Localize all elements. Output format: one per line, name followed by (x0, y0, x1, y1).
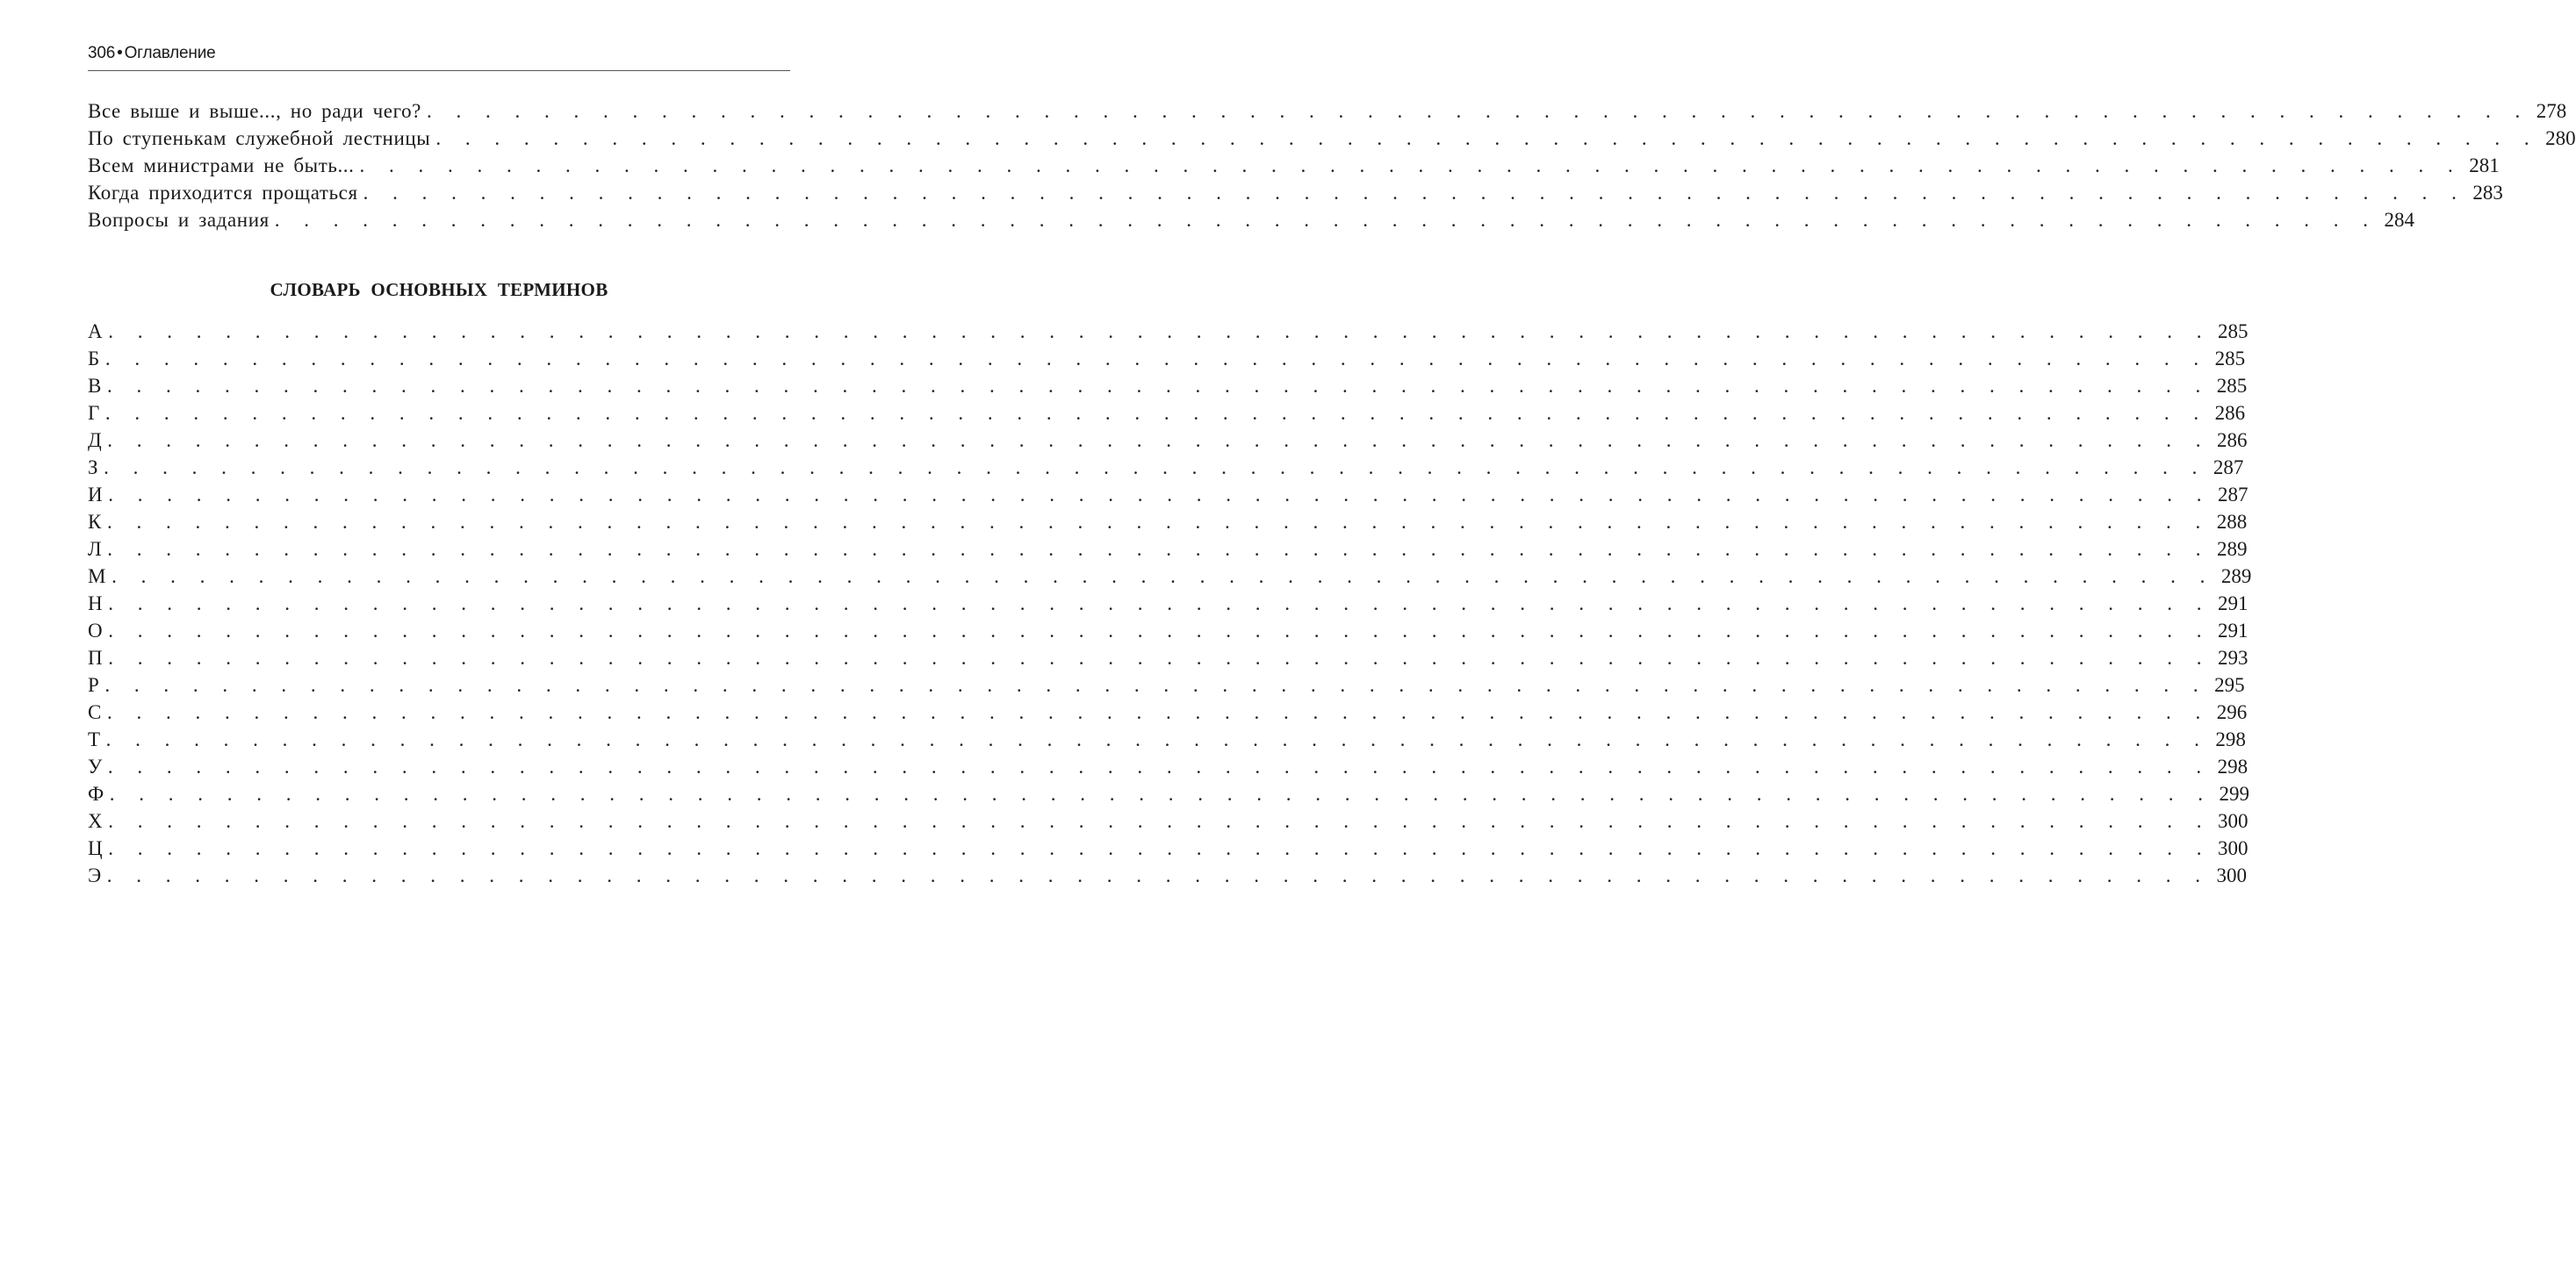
toc-dot-leader: . . . . . . . . . . . . . . . . . . . . . . . . . . . . . . . . . . . . . . . . . . . . . . . . . . . . . . . . . . . . . . . . . . . . . . . . (112, 565, 2215, 587)
toc-entry[interactable] (88, 644, 2249, 671)
toc-entry-title: А (88, 320, 104, 342)
toc-dot-leader: . . . . . . . . . . . . . . . . . . . . . . . . . . . . . . . . . . . . . . . . . . . . . . . . . . . . . . . . . . . . . . . . . . . . . . . . (104, 456, 2207, 478)
toc-entry[interactable] (88, 699, 2248, 726)
toc-entry-title: И (88, 484, 104, 506)
toc-dot-leader: . . . . . . . . . . . . . . . . . . . . . . . . . . . . . . . . . . . . . . . . . . . . . . . . . . . . . . . . . . . . . . . . . . . . . . . . (108, 647, 2212, 669)
toc-entry[interactable] (88, 807, 2249, 835)
toc-entry-page: 285 (2214, 348, 2246, 369)
header-section-title: Оглавление (124, 44, 216, 62)
toc-entry-page: 286 (2214, 402, 2246, 424)
toc-entry[interactable] (88, 179, 2503, 206)
toc-entry[interactable] (88, 399, 2246, 427)
toc-entry-page: 285 (2216, 375, 2248, 397)
toc-entry-page: 298 (2217, 756, 2249, 778)
dictionary-toc-list (88, 318, 2252, 889)
toc-entry-page: 289 (2216, 538, 2248, 560)
toc-entry-title: Л (88, 538, 103, 560)
toc-entry[interactable] (88, 671, 2245, 699)
toc-dot-leader: . . . . . . . . . . . . . . . . . . . . . . . . . . . . . . . . . . . . . . . . . . . . . . . . . . . . . . . . . . . . . . . . . . . . . . . . (108, 320, 2212, 342)
toc-dot-leader: . . . . . . . . . . . . . . . . . . . . . . . . . . . . . . . . . . . . . . . . . . . . . . . . . . . . . . . . . . . . . . . . . . . . . . . . (435, 127, 2539, 149)
toc-entry-page: 300 (2216, 864, 2248, 886)
toc-entry-title: Т (88, 728, 101, 750)
toc-entry[interactable] (88, 835, 2249, 862)
toc-entry[interactable] (88, 753, 2249, 780)
toc-entry-title: О (88, 620, 104, 642)
toc-entry[interactable] (88, 454, 2244, 481)
toc-dot-leader: . . . . . . . . . . . . . . . . . . . . . . . . . . . . . . . . . . . . . . . . . . . . . . . . . . . . . . . . . . . . . . . . . . . . . . . . (104, 348, 2209, 369)
toc-dot-leader: . . . . . . . . . . . . . . . . . . . . . . . . . . . . . . . . . . . . . . . . . . . . . . . . . . . . . . . . . . . . . . . . . . . . . . . . (109, 783, 2213, 805)
toc-entry-page: 295 (2214, 674, 2245, 696)
toc-entry-title: Когда приходится прощаться (88, 182, 358, 204)
toc-entry-page: 300 (2217, 837, 2249, 859)
toc-entry-title: К (88, 511, 102, 533)
toc-entry[interactable] (88, 590, 2249, 617)
toc-entry-page: 287 (2217, 484, 2249, 506)
toc-dot-leader: . . . . . . . . . . . . . . . . . . . . . . . . . . . . . . . . . . . . . . . . . . . . . . . . . . . . . . . . . . . . . . . . . . . . . . . . (359, 154, 2463, 176)
toc-dot-leader: . . . . . . . . . . . . . . . . . . . . . . . . . . . . . . . . . . . . . . . . . . . . . . . . . . . . . . . . . . . . . . . . . . . . . . . . (106, 864, 2211, 886)
toc-entry[interactable] (88, 508, 2248, 535)
toc-entry-title: М (88, 565, 107, 587)
dictionary-section-title: СЛОВАРЬ ОСНОВНЫХ ТЕРМИНОВ (270, 279, 608, 300)
toc-entry[interactable] (88, 862, 2248, 889)
toc-entry[interactable] (88, 318, 2249, 345)
toc-entry-page: 293 (2217, 647, 2249, 669)
toc-entry-page: 281 (2469, 154, 2500, 176)
toc-dot-leader: . . . . . . . . . . . . . . . . . . . . . . . . . . . . . . . . . . . . . . . . . . . . . . . . . . . . . . . . . . . . . . . . . . . . . . . . (107, 756, 2212, 778)
toc-dot-leader: . . . . . . . . . . . . . . . . . . . . . . . . . . . . . . . . . . . . . . . . . . . . . . . . . . . . . . . . . . . . . . . . . . . . . . . . (105, 728, 2209, 750)
toc-entry-title: Х (88, 810, 104, 832)
toc-entry-title: У (88, 756, 103, 778)
toc-entry-title: Вопросы и задания (88, 209, 270, 231)
toc-entry[interactable] (88, 481, 2249, 508)
running-head (88, 44, 216, 63)
toc-entry-page: 287 (2213, 456, 2244, 478)
toc-entry[interactable] (88, 125, 2576, 152)
toc-entry-page: 300 (2217, 810, 2249, 832)
toc-entry-page: 288 (2216, 511, 2248, 533)
toc-entry-page: 283 (2472, 182, 2503, 204)
toc-dot-leader: . . . . . . . . . . . . . . . . . . . . . . . . . . . . . . . . . . . . . . . . . . . . . . . . . . . . . . . . . . . . . . . . . . . . . . . . (426, 100, 2530, 122)
toc-entry-page: 286 (2217, 429, 2248, 451)
toc-entry-title: Всем министрами не быть... (88, 154, 355, 176)
toc-entry-title: Ф (88, 783, 104, 805)
toc-dot-leader: . . . . . . . . . . . . . . . . . . . . . . . . . . . . . . . . . . . . . . . . . . . . . . . . . . . . . . . . . . . . . . . . . . . . . . . . (108, 484, 2212, 506)
toc-dot-leader: . . . . . . . . . . . . . . . . . . . . . . . . . . . . . . . . . . . . . . . . . . . . . . . . . . . . . . . . . . . . . . . . . . . . . . . . (104, 674, 2208, 696)
toc-entry-title: С (88, 701, 102, 723)
toc-entry-page: 296 (2216, 701, 2248, 723)
toc-dot-leader: . . . . . . . . . . . . . . . . . . . . . . . . . . . . . . . . . . . . . . . . . . . . . . . . . . . . . . . . . . . . . . . . . . . . . . . . (108, 810, 2212, 832)
toc-entry-page: 289 (2220, 565, 2252, 587)
toc-entry[interactable] (88, 152, 2500, 179)
header-page-number: 306 (88, 44, 116, 62)
toc-entry-page: 285 (2217, 320, 2249, 342)
toc-entry[interactable] (88, 563, 2252, 590)
toc-entry-page: 280 (2545, 127, 2576, 149)
toc-entry-title: Г (88, 402, 100, 424)
toc-dot-leader: . . . . . . . . . . . . . . . . . . . . . . . . . . . . . . . . . . . . . . . . . . . . . . . . . . . . . . . . . . . . . . . . . . . . . . . . (274, 209, 2378, 231)
toc-entry[interactable] (88, 97, 2567, 125)
toc-entry-page: 284 (2384, 209, 2415, 231)
toc-entry-page: 278 (2536, 100, 2567, 122)
toc-top-list (88, 97, 2576, 233)
toc-entry-title: Д (88, 429, 103, 451)
toc-entry[interactable] (88, 617, 2249, 644)
toc-dot-leader: . . . . . . . . . . . . . . . . . . . . . . . . . . . . . . . . . . . . . . . . . . . . . . . . . . . . . . . . . . . . . . . . . . . . . . . . (106, 701, 2211, 723)
header-rule (88, 70, 790, 71)
toc-dot-leader: . . . . . . . . . . . . . . . . . . . . . . . . . . . . . . . . . . . . . . . . . . . . . . . . . . . . . . . . . . . . . . . . . . . . . . . . (108, 592, 2212, 614)
toc-entry[interactable] (88, 535, 2248, 563)
toc-entry[interactable] (88, 372, 2248, 399)
toc-entry-title: В (88, 375, 102, 397)
toc-dot-leader: . . . . . . . . . . . . . . . . . . . . . . . . . . . . . . . . . . . . . . . . . . . . . . . . . . . . . . . . . . . . . . . . . . . . . . . . (108, 620, 2212, 642)
toc-entry-title: Все выше и выше..., но ради чего? (88, 100, 421, 122)
toc-entry[interactable] (88, 726, 2246, 753)
toc-dot-leader: . . . . . . . . . . . . . . . . . . . . . . . . . . . . . . . . . . . . . . . . . . . . . . . . . . . . . . . . . . . . . . . . . . . . . . . . (106, 511, 2211, 533)
toc-entry-title: Б (88, 348, 100, 369)
toc-dot-leader: . . . . . . . . . . . . . . . . . . . . . . . . . . . . . . . . . . . . . . . . . . . . . . . . . . . . . . . . . . . . . . . . . . . . . . . . (104, 402, 2209, 424)
toc-entry-title: З (88, 456, 99, 478)
toc-entry-title: По ступенькам служебной лестницы (88, 127, 431, 149)
toc-dot-leader: . . . . . . . . . . . . . . . . . . . . . . . . . . . . . . . . . . . . . . . . . . . . . . . . . . . . . . . . . . . . . . . . . . . . . . . . (108, 837, 2212, 859)
toc-entry[interactable] (88, 345, 2246, 372)
toc-dot-leader: . . . . . . . . . . . . . . . . . . . . . . . . . . . . . . . . . . . . . . . . . . . . . . . . . . . . . . . . . . . . . . . . . . . . . . . . (107, 538, 2211, 560)
toc-entry-title: П (88, 647, 104, 669)
toc-entry-title: Ц (88, 837, 104, 859)
toc-entry-page: 299 (2219, 783, 2250, 805)
toc-entry-title: Р (88, 674, 100, 696)
toc-entry-title: Н (88, 592, 104, 614)
toc-dot-leader: . . . . . . . . . . . . . . . . . . . . . . . . . . . . . . . . . . . . . . . . . . . . . . . . . . . . . . . . . . . . . . . . . . . . . . . . (107, 429, 2211, 451)
toc-dot-leader: . . . . . . . . . . . . . . . . . . . . . . . . . . . . . . . . . . . . . . . . . . . . . . . . . . . . . . . . . . . . . . . . . . . . . . . . (363, 182, 2466, 204)
toc-entry-page: 298 (2215, 728, 2246, 750)
header-separator: • (117, 44, 123, 62)
toc-entry[interactable] (88, 780, 2250, 807)
toc-entry-page: 291 (2217, 620, 2249, 642)
toc-entry[interactable] (88, 427, 2248, 454)
toc-dot-leader: . . . . . . . . . . . . . . . . . . . . . . . . . . . . . . . . . . . . . . . . . . . . . . . . . . . . . . . . . . . . . . . . . . . . . . . . (106, 375, 2211, 397)
toc-entry-page: 291 (2217, 592, 2249, 614)
toc-entry-title: Э (88, 864, 102, 886)
toc-entry[interactable] (88, 206, 2415, 233)
